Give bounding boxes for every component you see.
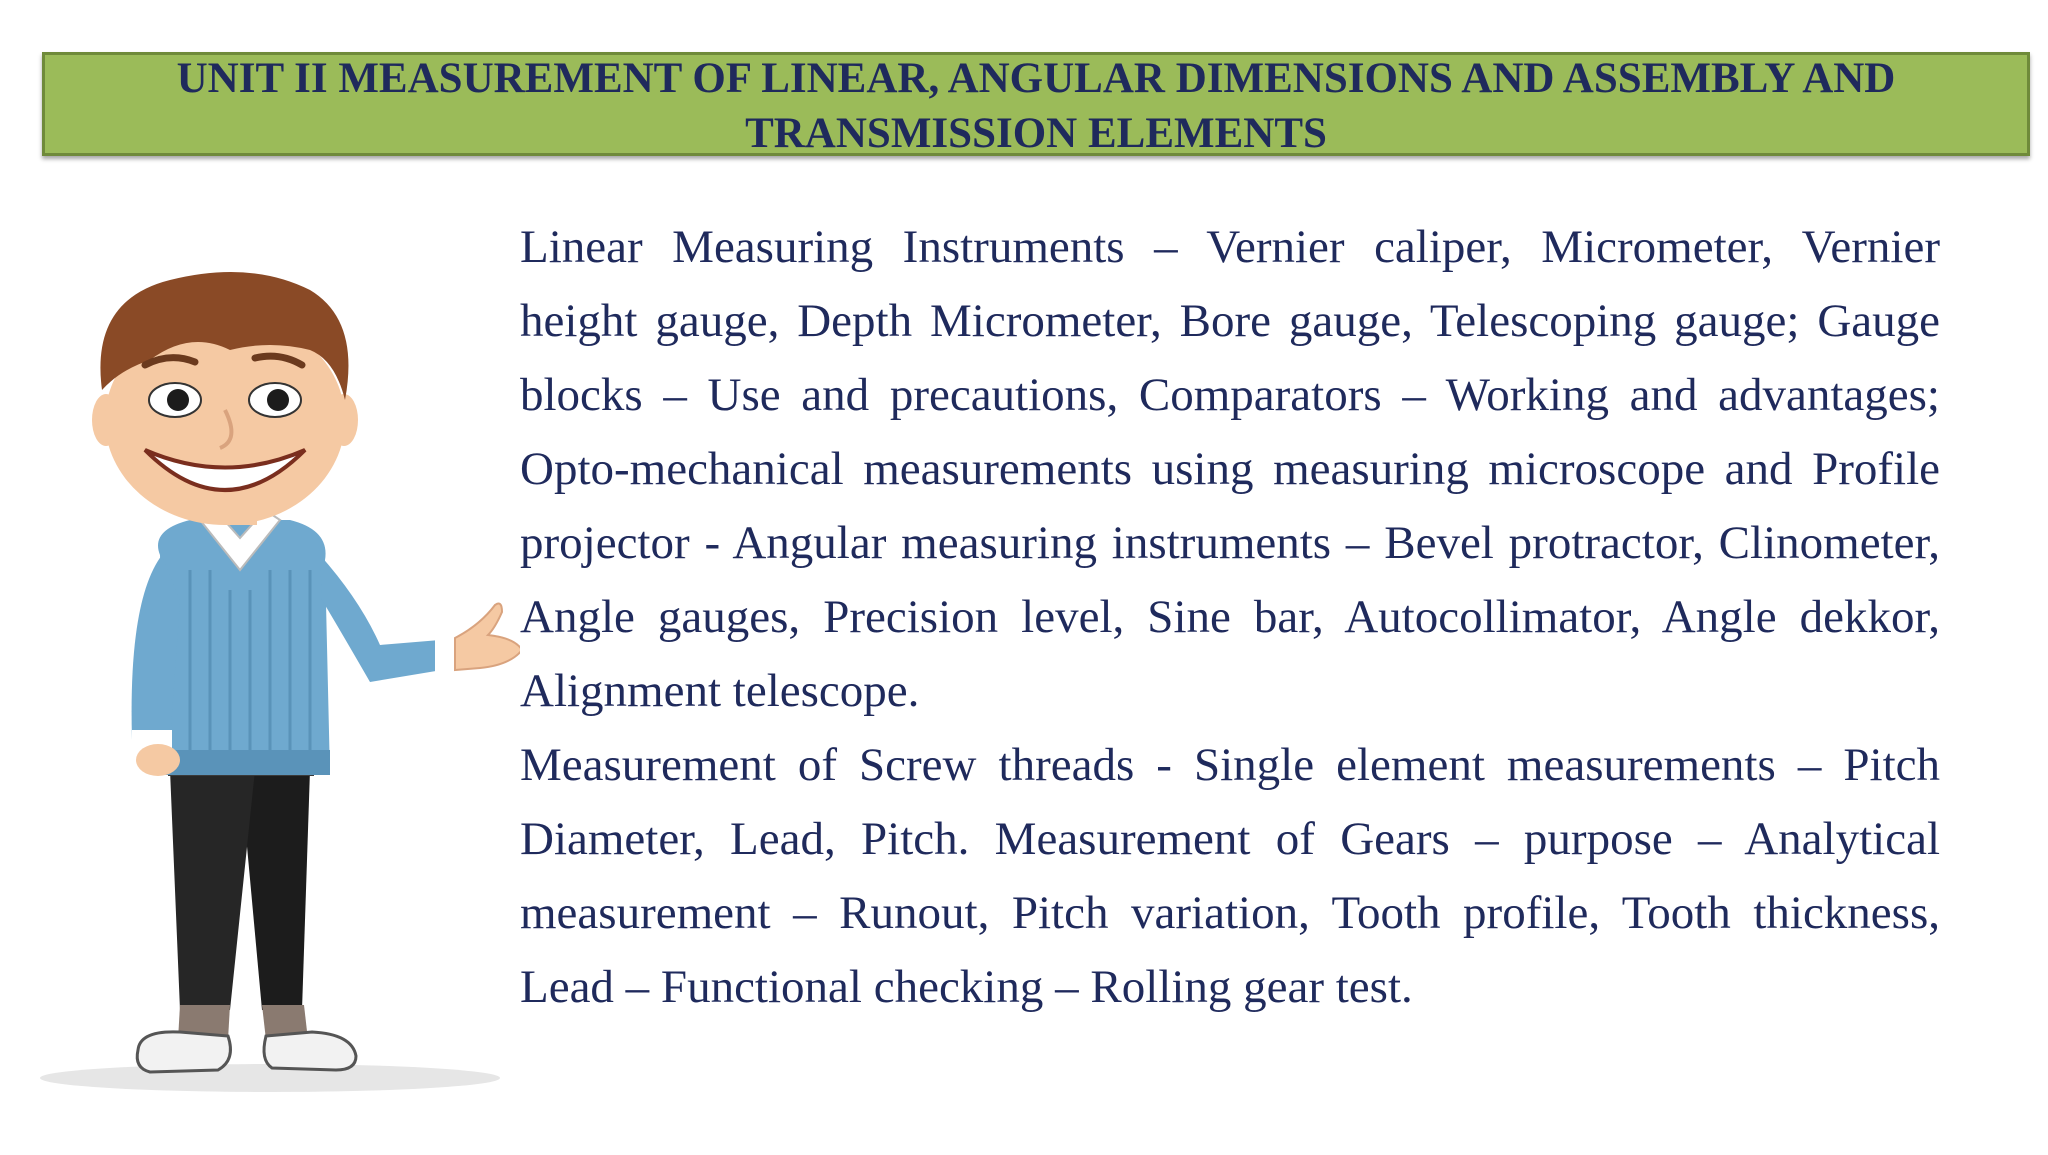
body-text xyxy=(520,210,1940,1024)
paragraph-threads-gears: Measurement of Screw threads - Single element measurements – Pitch Diameter, Lead, Pitch. Measurement of Gears – purpose – Analytical measurement – Runout, Pitch variation, Tooth profile, Tooth thickness, Lead – Functional checking – Rolling gear test. xyxy=(520,739,1940,1013)
paragraph-linear-angular: Linear Measuring Instruments – Vernier caliper, Micrometer, Vernier height gauge, Depth Micrometer, Bore gauge, Telescoping gauge; Gauge blocks – Use and precautions, Comparators – Working and advantages; Opto-mechanical measurements using measuring microscope and Profile projector - Angular measuring instruments – Bevel protractor, Clinometer, Angle gauges, Precision level, Sine bar, Autocollimator, Angle dekkor, Alignment telescope. xyxy=(520,221,1940,717)
title-banner xyxy=(42,52,2030,156)
slide-title: UNIT II MEASUREMENT OF LINEAR, ANGULAR DIMENSIONS AND ASSEMBLY AND TRANSMISSION ELEMENTS xyxy=(176,55,1896,157)
presenter-cartoon-icon xyxy=(40,270,520,1100)
